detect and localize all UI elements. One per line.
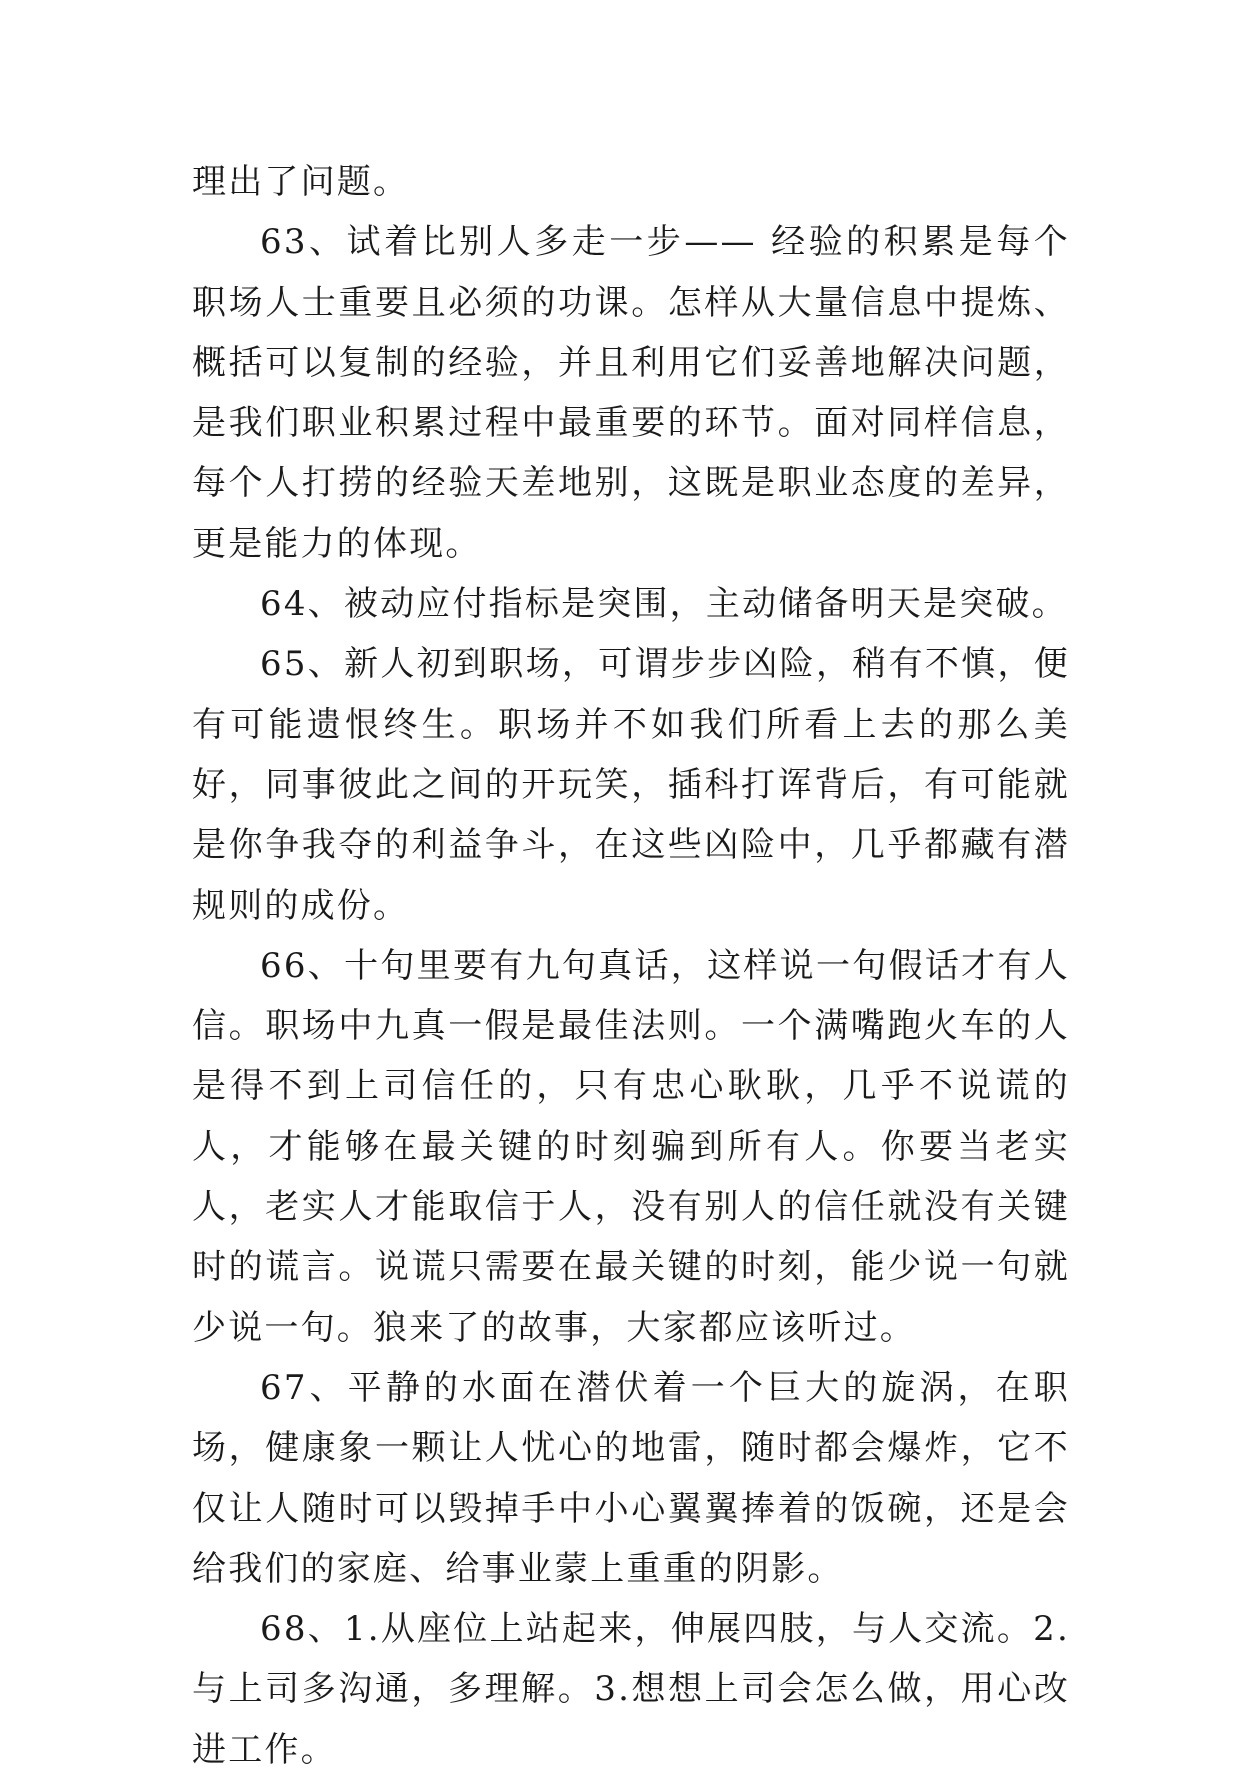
paragraph-continuation: 理出了问题。 bbox=[192, 162, 410, 202]
paragraph-68: 68、1.从座位上站起来，伸展四肢，与人交流。2.与上司多沟通，多理解。3.想想上司会怎么做，用心改进工作。 bbox=[192, 1609, 1070, 1770]
document-body bbox=[192, 152, 1070, 1780]
paragraph-66: 66、十句里要有九句真话，这样说一句假话才有人信。职场中九真一假是最佳法则。一个满嘴跑火车的人是得不到上司信任的，只有忠心耿耿，几乎不说谎的人，才能够在最关键的时刻骗到所有人。你要当老实人，老实人才能取信于人，没有别人的信任就没有关键时的谎言。说谎只需要在最关键的时刻，能少说一句就少说一句。狼来了的故事，大家都应该听过。 bbox=[192, 945, 1070, 1348]
paragraph-64: 64、被动应付指标是突围，主动储备明天是突破。 bbox=[260, 584, 1068, 625]
paragraph-67: 67、平静的水面在潜伏着一个巨大的旋涡，在职场，健康象一颗让人忧心的地雷，随时都会爆炸，它不仅让人随时可以毁掉手中小心翼翼捧着的饭碗，还是会给我们的家庭、给事业蒙上重重的阴影。 bbox=[192, 1367, 1070, 1589]
paragraph-65: 65、新人初到职场，可谓步步凶险，稍有不慎，便有可能遗恨终生。职场并不如我们所看上去的那么美好，同事彼此之间的开玩笑，插科打诨背后，有可能就是你争我夺的利益争斗，在这些凶险中，几乎都藏有潜规则的成份。 bbox=[192, 644, 1070, 926]
paragraph-63: 63、试着比别人多走一步—— 经验的积累是每个职场人士重要且必须的功课。怎样从大量信息中提炼、概括可以复制的经验，并且利用它们妥善地解决问题，是我们职业积累过程中最重要的环节。面对同样信息，每个人打捞的经验天差地别，这既是职业态度的差异，更是能力的体现。 bbox=[192, 222, 1070, 564]
